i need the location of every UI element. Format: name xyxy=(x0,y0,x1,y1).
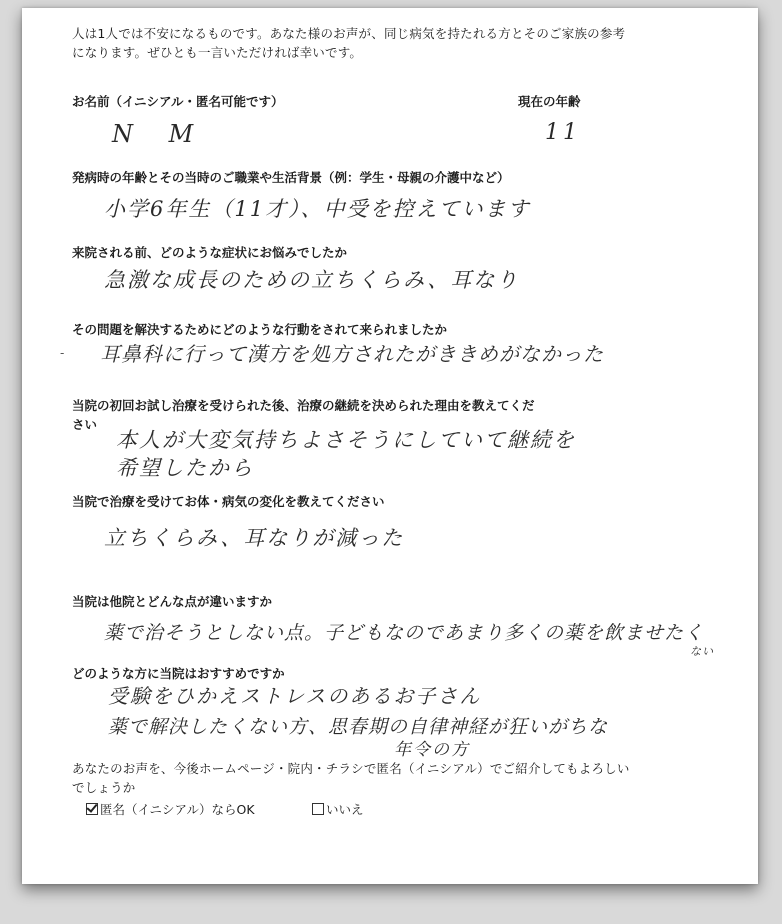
answer-symptoms: 急激な成長のための立ちくらみ、耳なり xyxy=(104,268,520,292)
question-onset-label: 発病時の年齢とその当時のご職業や生活背景（例：学生・母親の介護中など） xyxy=(72,170,510,185)
question-symptoms-label: 来院される前、どのような症状にお悩みでしたか xyxy=(72,245,348,260)
question-difference-label: 当院は他院とどんな点が違いますか xyxy=(72,594,273,609)
answer-difference-note: ない xyxy=(690,645,714,658)
answer-actions: 耳鼻科に行って漢方を処方されたがききめがなかった xyxy=(100,342,604,366)
age-answer: 11 xyxy=(545,120,581,145)
name-label: お名前（イニシアル・匿名可能です） xyxy=(72,94,284,109)
consent-option-no[interactable] xyxy=(312,800,364,818)
answer-recommend-line-2: 薬で解決したくない方、思春期の自律神経が狂いがちな xyxy=(108,716,609,738)
intro-line-2: になります。ぜひとも一言いただければ幸いです。 xyxy=(72,45,363,60)
answer-onset: 小学6年生（11才）、中受を控えています xyxy=(104,197,531,221)
intro-line-1: 人は1人では不安になるものです。あなた様のお声が、同じ病気を持たれる方とそのご家族の参考 xyxy=(72,26,626,41)
checkbox-empty-icon[interactable] xyxy=(312,803,324,815)
checkbox-checked-icon[interactable] xyxy=(86,803,98,815)
consent-option-yes[interactable] xyxy=(86,800,255,818)
answer-difference: 薬で治そうとしない点。子どもなのであまり多くの薬を飲ませたく xyxy=(104,622,705,644)
consent-question-line-2: でしょうか xyxy=(72,780,136,795)
question-change-label: 当院で治療を受けてお体・病気の変化を教えてください xyxy=(72,494,385,509)
question-recommend-label: どのような方に当院はおすすめですか xyxy=(72,666,285,681)
name-answer: N M xyxy=(112,120,208,148)
consent-option-no-label: いいえ xyxy=(326,802,364,817)
answer-change: 立ちくらみ、耳なりが減った xyxy=(104,526,405,550)
question-reason-label-cont: さい xyxy=(72,417,98,432)
margin-dash: - xyxy=(60,346,65,360)
answer-reason-line-2: 希望したから xyxy=(116,456,254,480)
answer-recommend-note: 年令の方 xyxy=(394,740,470,760)
answer-recommend-line-1: 受験をひかえストレスのあるお子さん xyxy=(108,684,482,708)
consent-question-line-1: あなたのお声を、今後ホームページ・院内・チラシで匿名（イニシアル）でご紹介してもよろしい xyxy=(72,761,630,776)
question-reason-label: 当院の初回お試し治療を受けられた後、治療の継続を決められた理由を教えてくだ xyxy=(72,398,535,413)
question-actions-label: その問題を解決するためにどのような行動をされて来られましたか xyxy=(72,322,448,337)
answer-reason-line-1: 本人が大変気持ちよさそうにしていて継続を xyxy=(116,428,576,452)
age-label: 現在の年齢 xyxy=(518,94,581,109)
consent-option-yes-label: 匿名（イニシアル）ならOK xyxy=(100,802,255,817)
